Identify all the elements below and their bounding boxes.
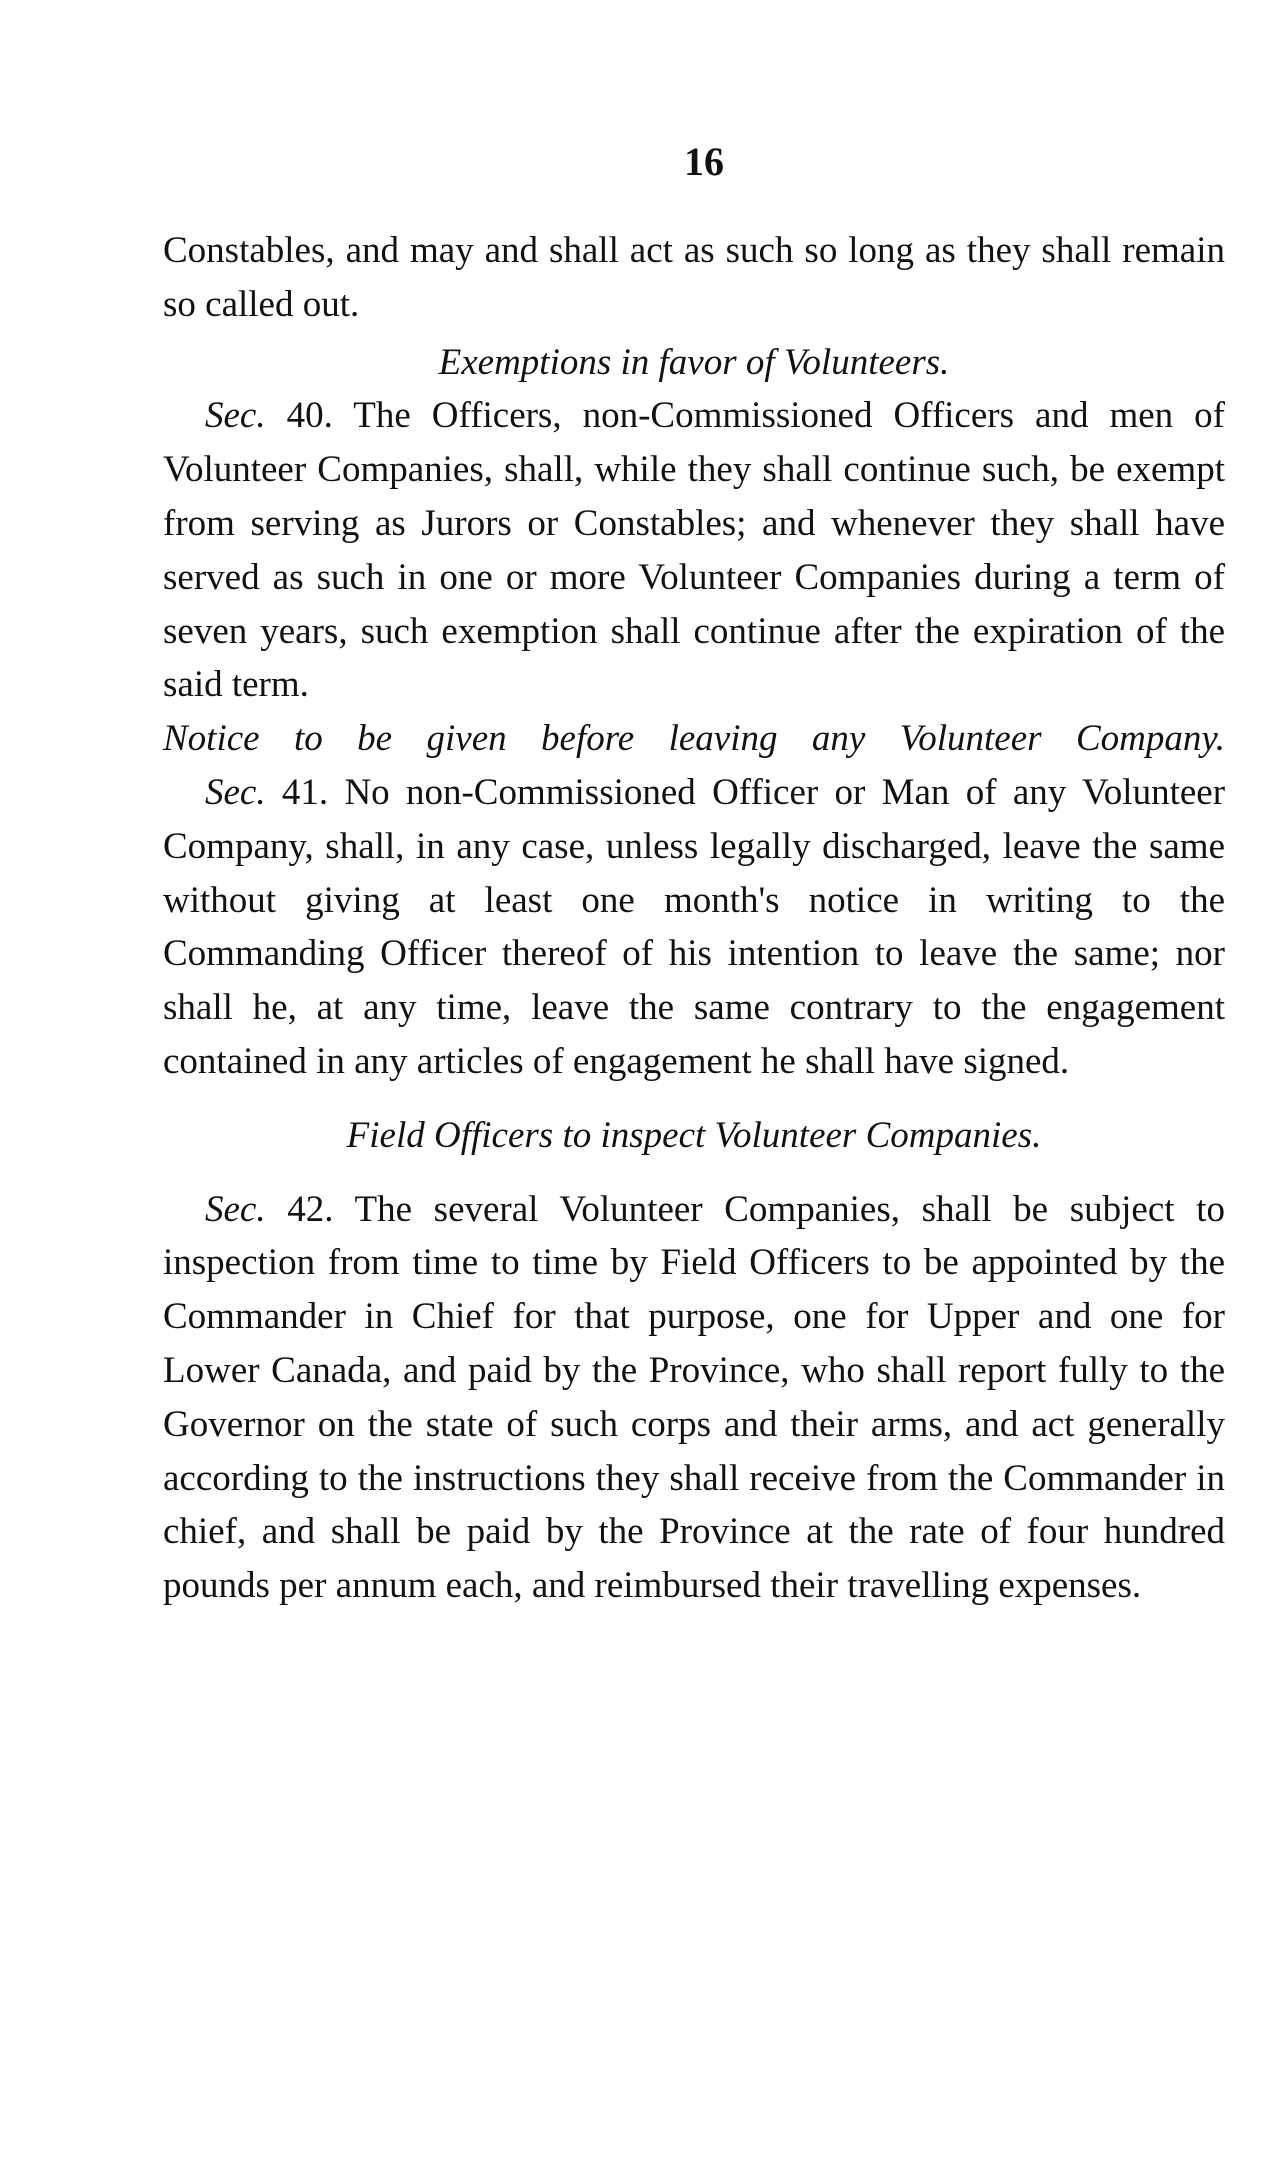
- section-heading-exemptions: Exemptions in favor of Volunteers.: [438, 341, 950, 383]
- section-40-paragraph: [163, 389, 1225, 712]
- section-label: Sec.: [205, 771, 266, 813]
- section-label: Sec.: [205, 395, 266, 437]
- section-text: The Officers, non-Commissioned Officers and men of Volunteer Companies, shall, while they shall continue such, be exempt from serving as Jurors or Constables; and whenever they shall have served as such in one or more Volunteer Companies during a term of seven years, such exemption shall continue after the expiration of the said term.: [163, 395, 1226, 706]
- continuation-paragraph: Constables, and may and shall act as such so long as they shall remain so called out.: [163, 230, 1225, 325]
- section-heading-field-officers: Field Officers to inspect Volunteer Companies.: [346, 1114, 1042, 1156]
- section-42-paragraph: [163, 1183, 1225, 1613]
- document-page: [163, 140, 1225, 1613]
- section-text: No non-Commissioned Officer or Man of any Volunteer Company, shall, in any case, unless legally discharged, leave the same without giving at least one month's notice in writing to the Commanding Officer thereof of his intention to leave the same; nor shall he, at any time, leave the same contrary to the engagement contained in any articles of engagement he shall have signed.: [163, 771, 1226, 1082]
- section-number: 41.: [281, 771, 329, 813]
- page-number: 16: [684, 139, 724, 184]
- section-text: The several Volunteer Companies, shall be subject to inspection from time to time by Field Officers to be appointed by the Commander in Chief for that purpose, one for Upper and one for Lower Canada, and paid by the Province, who shall report fully to the Governor on the state of such corps and their arms, and act generally according to the instructions they shall receive from the Commander in chief, and shall be paid by the Province at the rate of four hundred pounds per annum each, and reimbursed their travelling expenses.: [163, 1188, 1225, 1607]
- section-number: 42.: [287, 1188, 334, 1230]
- section-number: 40.: [286, 395, 333, 437]
- section-label: Sec.: [205, 1188, 266, 1230]
- section-41-paragraph: [163, 766, 1225, 1089]
- section-heading-notice: Notice to be given before leaving any Volunteer Company.: [163, 718, 1225, 760]
